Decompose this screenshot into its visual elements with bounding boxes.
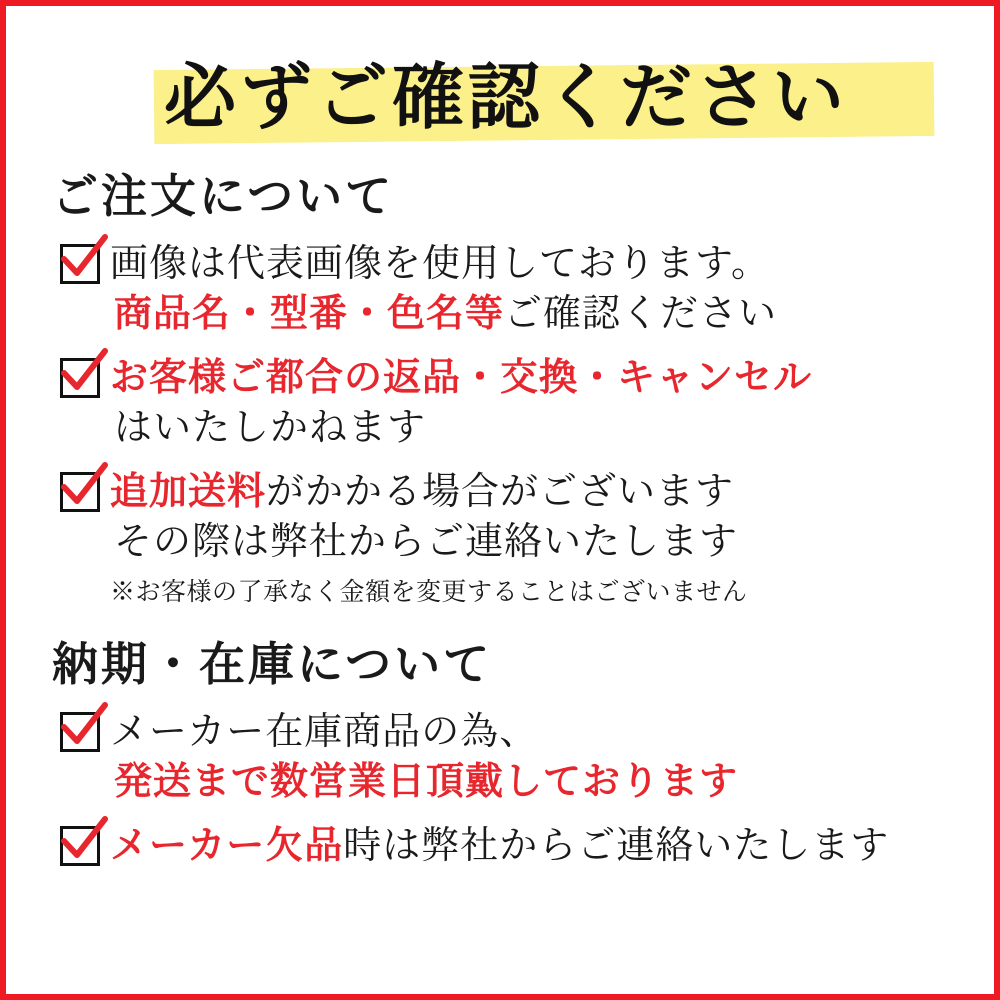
- list-item: [60, 352, 954, 452]
- text-line: 発送まで数営業日頂戴しております: [114, 758, 739, 803]
- checkbox-checked-icon: [60, 712, 100, 752]
- text-line: はいたしかねます: [114, 405, 427, 449]
- list-item: [60, 238, 954, 338]
- text-plain: がかかる場合がございます: [266, 469, 735, 513]
- emphasis-red: メーカー欠品: [110, 822, 344, 867]
- list-item: [60, 706, 954, 806]
- text-plain: 時は弊社からご連絡いたします: [343, 823, 890, 867]
- text-line: お客様ご都合の返品・交換・キャンセル: [110, 354, 813, 399]
- list-item-text: [110, 706, 954, 806]
- page-title-text: 必ずご確認ください: [164, 54, 849, 139]
- list-item-text: [110, 466, 954, 612]
- text-line: [110, 466, 954, 516]
- section-heading-order: ご注文について: [52, 169, 395, 223]
- notice-content: [6, 6, 994, 994]
- text-line: その際は弊社からご連絡いたします: [114, 519, 739, 563]
- checkbox-checked-icon: [60, 358, 100, 398]
- list-item-text: [110, 238, 954, 338]
- list-item: [60, 820, 954, 870]
- checkbox-checked-icon: [60, 826, 100, 866]
- text-line: [110, 820, 954, 870]
- emphasis-red: 追加送料: [110, 468, 267, 513]
- text-line: [114, 288, 954, 338]
- list-item-text: [110, 352, 954, 452]
- text-line: 画像は代表画像を使用しております。: [110, 241, 770, 285]
- list-item: [60, 466, 954, 612]
- footnote: ※お客様の了承なく金額を変更することはございません: [110, 577, 748, 606]
- text-plain: ご確認ください: [504, 291, 778, 335]
- checkbox-checked-icon: [60, 244, 100, 284]
- emphasis-red: 商品名・型番・色名等: [114, 290, 505, 335]
- text-line: メーカー在庫商品の為、: [110, 709, 539, 753]
- page-title: [46, 40, 954, 152]
- section-heading-delivery: 納期・在庫について: [52, 637, 493, 691]
- checkbox-checked-icon: [60, 472, 100, 512]
- list-item-text: [110, 820, 954, 870]
